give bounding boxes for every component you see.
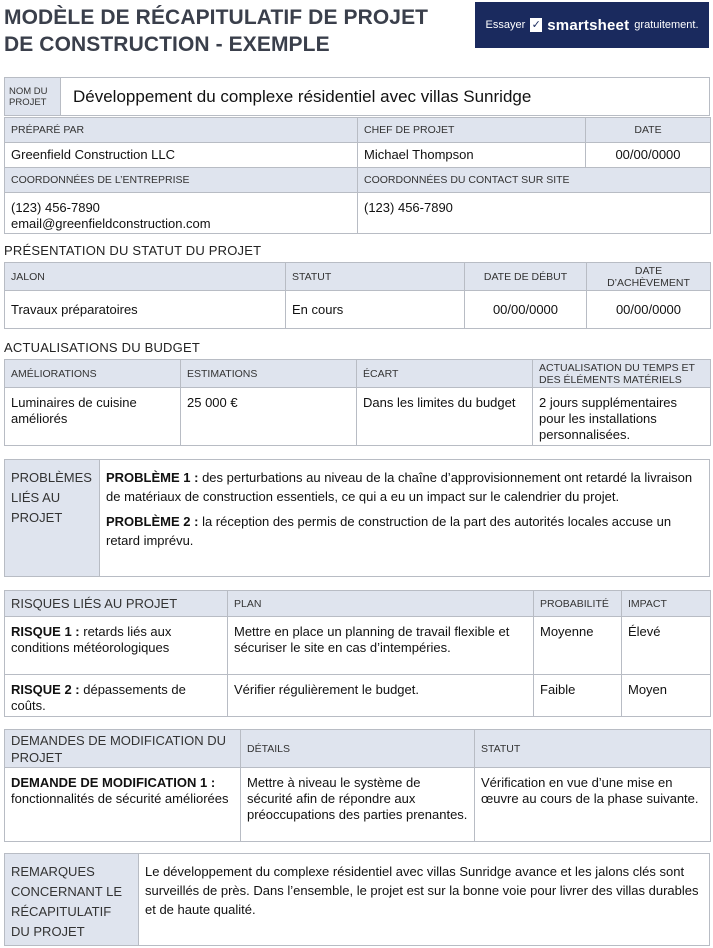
issue-lead: PROBLÈME 2 : xyxy=(106,514,199,529)
remarks-table xyxy=(4,853,710,946)
risk-probability-cell[interactable]: Moyenne xyxy=(534,617,622,675)
status-header-status: STATUT xyxy=(286,263,465,291)
prepared-by-label: PRÉPARÉ PAR xyxy=(5,118,358,143)
manager-value[interactable]: Michael Thompson xyxy=(358,143,586,168)
date-value[interactable]: 00/00/0000 xyxy=(586,143,711,168)
project-info-table xyxy=(4,117,711,234)
smartsheet-promo-button[interactable] xyxy=(475,2,709,48)
status-section-title: PRÉSENTATION DU STATUT DU PROJET xyxy=(4,243,262,258)
risk-impact-cell[interactable]: Élevé xyxy=(622,617,711,675)
status-header-start: DATE DE DÉBUT xyxy=(465,263,587,291)
issue-text: la réception des permis de construction de la part des autorités locales accuse un retard imprévu. xyxy=(106,514,672,548)
risk-impact-cell[interactable]: Moyen xyxy=(622,675,711,717)
change-details-cell[interactable]: Mettre à niveau le système de sécurité afin de répondre aux préoccupations des parties prenantes. xyxy=(241,768,475,842)
promo-prefix: Essayer xyxy=(485,19,526,31)
promo-suffix: gratuitement. xyxy=(634,19,699,31)
issues-table xyxy=(4,459,710,577)
table-row xyxy=(5,388,711,446)
status-cell[interactable]: En cours xyxy=(286,291,465,329)
remarks-text[interactable]: Le développement du complexe résidentiel avec villas Sunridge avance et les jalons clés sont surveillés de près. Dans l’ensemble, le projet est sur la bonne voie pour livrer des villas durables et de haute qualité. xyxy=(139,854,710,946)
smartsheet-check-icon: ✓ xyxy=(531,18,541,31)
budget-section-title: ACTUALISATIONS DU BUDGET xyxy=(4,340,200,355)
risk-probability-cell[interactable]: Faible xyxy=(534,675,622,717)
changes-header-details: DÉTAILS xyxy=(241,730,475,768)
table-row xyxy=(5,768,711,842)
company-contact-value[interactable] xyxy=(5,193,358,234)
issue-item xyxy=(106,512,703,550)
issues-content[interactable] xyxy=(100,460,710,577)
risks-table xyxy=(4,590,711,717)
project-name-label: NOM DU PROJET xyxy=(5,78,61,116)
issue-text: des perturbations au niveau de la chaîne d’approvisionnement ont retardé la livraison de matériaux de construction essentiels, ce qui a eu un impact sur le calendrier du projet. xyxy=(106,470,693,504)
prepared-by-value[interactable]: Greenfield Construction LLC xyxy=(5,143,358,168)
changes-header-title: DEMANDES DE MODIFICATION DU PROJET xyxy=(5,730,241,768)
page-title: MODÈLE DE RÉCAPITULATIF DE PROJET DE CONSTRUCTION - EXEMPLE xyxy=(4,6,429,56)
time-materials-cell[interactable]: 2 jours supplémentaires pour les installations personnalisées. xyxy=(533,388,711,446)
change-requests-table xyxy=(4,729,711,842)
end-date-cell[interactable]: 00/00/0000 xyxy=(587,291,711,329)
risks-header-title: RISQUES LIÉS AU PROJET xyxy=(5,591,228,617)
risk-text: dépassements de coûts. xyxy=(11,682,186,713)
estimate-cell[interactable]: 25 000 € xyxy=(181,388,357,446)
site-phone: (123) 456-7890 xyxy=(364,200,453,215)
issue-item xyxy=(106,468,703,506)
improvement-cell[interactable]: Luminaires de cuisine améliorés xyxy=(5,388,181,446)
budget-header-improvements: AMÉLIORATIONS xyxy=(5,360,181,388)
start-date-cell[interactable]: 00/00/0000 xyxy=(465,291,587,329)
status-header-milestone: JALON xyxy=(5,263,286,291)
site-contact-label: COORDONNÉES DU CONTACT SUR SITE xyxy=(358,168,711,193)
risk-lead: RISQUE 1 : xyxy=(11,624,80,639)
change-request-text: fonctionnalités de sécurité améliorées xyxy=(11,791,229,806)
change-request-lead: DEMANDE DE MODIFICATION 1 : xyxy=(11,775,216,790)
remarks-label: REMARQUES CONCERNANT LE RÉCAPITULATIF DU PROJET xyxy=(5,854,139,946)
budget-table xyxy=(4,359,711,446)
project-name-value[interactable]: Développement du complexe résidentiel avec villas Sunridge xyxy=(61,78,710,116)
change-status-cell[interactable]: Vérification en vue d’une mise en œuvre au cours de la phase suivante. xyxy=(475,768,711,842)
risk-text: retards liés aux conditions météorologiques xyxy=(11,624,172,655)
budget-header-estimates: ESTIMATIONS xyxy=(181,360,357,388)
risk-cell[interactable] xyxy=(5,675,228,717)
issues-label: PROBLÈMES LIÉS AU PROJET xyxy=(5,460,100,577)
status-table xyxy=(4,262,711,329)
changes-header-status: STATUT xyxy=(475,730,711,768)
manager-label: CHEF DE PROJET xyxy=(358,118,586,143)
risk-plan-cell[interactable]: Vérifier régulièrement le budget. xyxy=(228,675,534,717)
risk-lead: RISQUE 2 : xyxy=(11,682,80,697)
budget-header-time-materials: ACTUALISATION DU TEMPS ET DES ÉLÉMENTS MATÉRIELS xyxy=(533,360,711,388)
milestone-cell[interactable]: Travaux préparatoires xyxy=(5,291,286,329)
project-name-table xyxy=(4,77,710,116)
status-header-end: DATE D’ACHÈVEMENT xyxy=(587,263,711,291)
promo-brand: smartsheet xyxy=(547,16,630,34)
date-label: DATE xyxy=(586,118,711,143)
risk-plan-cell[interactable]: Mettre en place un planning de travail flexible et sécuriser le site en cas d’intempéries. xyxy=(228,617,534,675)
variance-cell[interactable]: Dans les limites du budget xyxy=(357,388,533,446)
risks-header-impact: IMPACT xyxy=(622,591,711,617)
table-row xyxy=(5,617,711,675)
site-contact-value[interactable] xyxy=(358,193,711,234)
company-email: email@greenfieldconstruction.com xyxy=(11,216,211,231)
company-phone: (123) 456-7890 xyxy=(11,200,100,215)
issue-lead: PROBLÈME 1 : xyxy=(106,470,199,485)
risks-header-plan: PLAN xyxy=(228,591,534,617)
risk-cell[interactable] xyxy=(5,617,228,675)
change-request-cell[interactable] xyxy=(5,768,241,842)
risks-header-probability: PROBABILITÉ xyxy=(534,591,622,617)
table-row xyxy=(5,291,711,329)
budget-header-variance: ÉCART xyxy=(357,360,533,388)
table-row xyxy=(5,675,711,717)
company-contact-label: COORDONNÉES DE L’ENTREPRISE xyxy=(5,168,358,193)
